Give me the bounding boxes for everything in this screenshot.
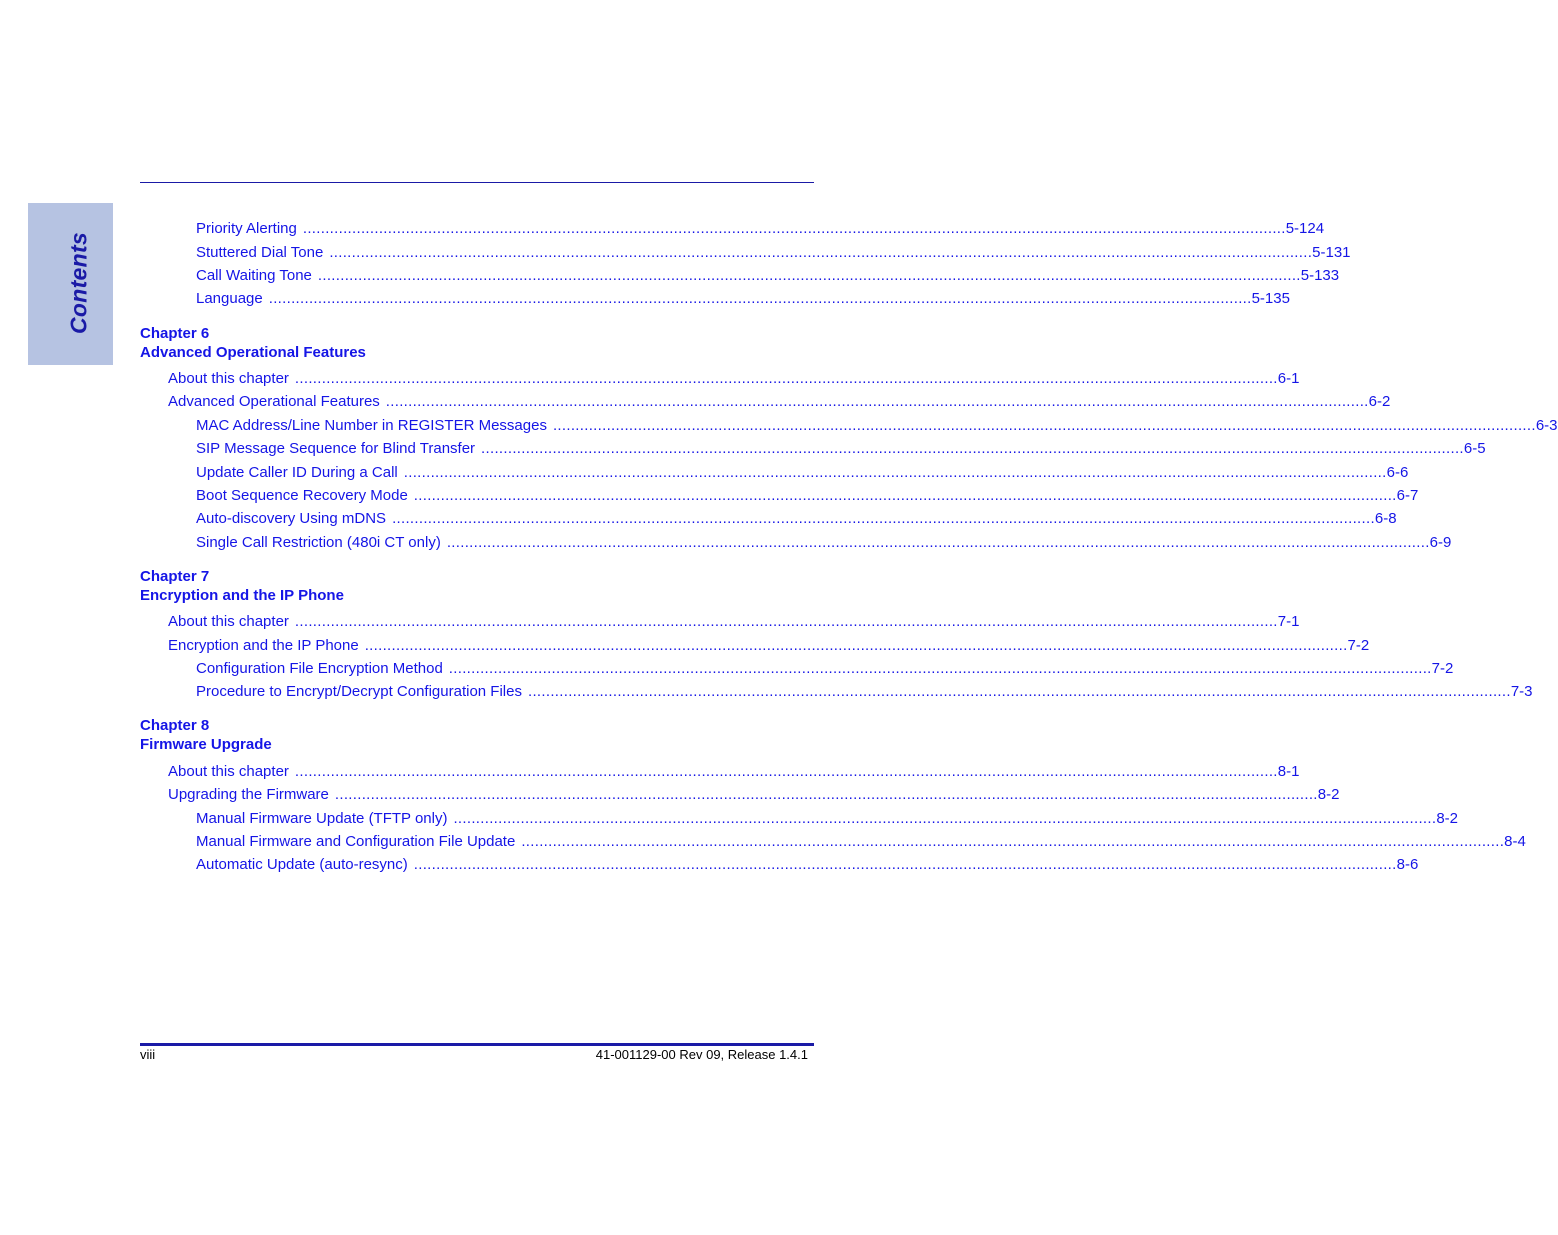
chapter-title[interactable]: Firmware Upgrade xyxy=(140,736,272,753)
toc-leader-dots: ............................................................................................................................................................................................................................ xyxy=(385,393,1369,410)
toc-leader-dots: ............................................................................................................................................................................................................................ xyxy=(448,660,1432,677)
toc-leader-dots: ............................................................................................................................................................................................................................ xyxy=(302,220,1286,237)
toc-entry-page: 6-2 xyxy=(1368,393,1391,410)
toc-entry[interactable] xyxy=(196,289,1290,309)
toc-entry[interactable] xyxy=(168,762,1300,782)
toc-leader-dots: ............................................................................................................................................................................................................................ xyxy=(527,683,1511,700)
toc-entry-title: Single Call Restriction (480i CT only) xyxy=(196,534,441,551)
toc-leader-dots: ............................................................................................................................................................................................................................ xyxy=(481,440,1464,457)
chapter-title[interactable]: Advanced Operational Features xyxy=(140,344,366,361)
toc-leader-dots: ............................................................................................................................................................................................................................ xyxy=(317,267,1301,284)
toc-leader-dots: ............................................................................................................................................................................................................................ xyxy=(294,763,1278,780)
toc-entry-title: Encryption and the IP Phone xyxy=(168,637,359,654)
toc-entry[interactable] xyxy=(196,243,1351,263)
toc-entry-page: 8-1 xyxy=(1277,763,1300,780)
toc-entry-title: About this chapter xyxy=(168,613,289,630)
toc-entry-page: 6-1 xyxy=(1277,370,1300,387)
toc-entry-title: About this chapter xyxy=(168,763,289,780)
toc-entry-title: Configuration File Encryption Method xyxy=(196,660,443,677)
toc-entry[interactable] xyxy=(196,832,1526,852)
toc-entry[interactable] xyxy=(168,636,1370,656)
toc-entry-page: 6-3 xyxy=(1535,417,1558,434)
toc-entry-page: 5-133 xyxy=(1300,267,1340,284)
toc-entry-title: Call Waiting Tone xyxy=(196,267,312,284)
footer-doc-id: 41-001129-00 Rev 09, Release 1.4.1 xyxy=(595,1047,808,1062)
toc-leader-dots: ............................................................................................................................................................................................................................ xyxy=(403,464,1387,481)
toc-entry-page: 6-5 xyxy=(1463,440,1486,457)
toc-entry[interactable] xyxy=(196,533,1452,553)
chapter-title[interactable]: Encryption and the IP Phone xyxy=(140,587,344,604)
side-tab-label: Contents xyxy=(65,231,92,335)
toc-leader-dots: ............................................................................................................................................................................................................................ xyxy=(364,637,1348,654)
toc-entry-page: 7-3 xyxy=(1510,683,1533,700)
toc-entry[interactable] xyxy=(196,486,1419,506)
toc-entry[interactable] xyxy=(196,659,1454,679)
header-rule xyxy=(140,182,814,183)
toc-entry-title: Language xyxy=(196,290,263,307)
toc-entry-title: Stuttered Dial Tone xyxy=(196,244,324,261)
toc-leader-dots: ............................................................................................................................................................................................................................ xyxy=(334,786,1318,803)
toc-entry-page: 8-4 xyxy=(1504,833,1526,850)
toc-leader-dots: ............................................................................................................................................................................................................................ xyxy=(453,810,1437,827)
toc-leader-dots: ............................................................................................................................................................................................................................ xyxy=(413,487,1397,504)
toc-entry-page: 5-135 xyxy=(1251,290,1290,307)
toc-entry-page: 6-8 xyxy=(1374,510,1397,527)
toc-entry-page: 7-2 xyxy=(1431,660,1454,677)
toc-entry[interactable] xyxy=(168,785,1340,805)
toc-entry-page: 6-9 xyxy=(1429,534,1452,551)
toc-entry[interactable] xyxy=(196,266,1340,286)
footer-page-number: viii xyxy=(140,1047,156,1062)
toc-leader-dots: ............................................................................................................................................................................................................................ xyxy=(413,856,1397,873)
toc-entry-page: 5-131 xyxy=(1312,244,1351,261)
toc-entry-page: 8-2 xyxy=(1436,810,1458,827)
toc-leader-dots: ............................................................................................................................................................................................................................ xyxy=(521,833,1505,850)
toc-entry-title: Update Caller ID During a Call xyxy=(196,464,398,481)
chapter-number[interactable]: Chapter 8 xyxy=(140,717,210,734)
toc-entry-title: About this chapter xyxy=(168,370,289,387)
toc-leader-dots: ............................................................................................................................................................................................................................ xyxy=(552,417,1536,434)
toc-entry[interactable] xyxy=(196,463,1409,483)
toc-entry[interactable] xyxy=(168,612,1300,632)
toc-entry-page: 7-1 xyxy=(1277,613,1300,630)
toc-entry-page: 6-6 xyxy=(1386,464,1409,481)
chapter-number[interactable]: Chapter 7 xyxy=(140,568,210,585)
toc-entry[interactable] xyxy=(196,219,1325,239)
toc-entry-title: Automatic Update (auto-resync) xyxy=(196,856,408,873)
toc-entry[interactable] xyxy=(196,682,1533,702)
toc-entry-page: 8-2 xyxy=(1317,786,1340,803)
toc-entry-page: 8-6 xyxy=(1396,856,1419,873)
toc-entry[interactable] xyxy=(196,439,1486,459)
toc-leader-dots: ............................................................................................................................................................................................................................ xyxy=(329,244,1313,261)
toc-entry-title: SIP Message Sequence for Blind Transfer xyxy=(196,440,476,457)
toc-leader-dots: ............................................................................................................................................................................................................................ xyxy=(294,370,1278,387)
toc-entry-page: 6-7 xyxy=(1396,487,1419,504)
toc-entry-title: Procedure to Encrypt/Decrypt Configuration Files xyxy=(196,683,522,700)
toc-entry-page: 7-2 xyxy=(1347,637,1370,654)
toc-entry[interactable] xyxy=(196,809,1458,829)
toc-leader-dots: ............................................................................................................................................................................................................................ xyxy=(446,534,1430,551)
toc-entry-page: 5-124 xyxy=(1285,220,1325,237)
toc-leader-dots: ............................................................................................................................................................................................................................ xyxy=(392,510,1375,527)
toc-entry-title: Boot Sequence Recovery Mode xyxy=(196,487,408,504)
toc-entry-title: Upgrading the Firmware xyxy=(168,786,329,803)
toc-entry-title: MAC Address/Line Number in REGISTER Messages xyxy=(196,417,547,434)
toc-entry[interactable] xyxy=(196,509,1397,529)
toc-leader-dots: ............................................................................................................................................................................................................................ xyxy=(268,290,1252,307)
toc-entry-title: Advanced Operational Features xyxy=(168,393,380,410)
toc-entry-title: Priority Alerting xyxy=(196,220,297,237)
toc-leader-dots: ............................................................................................................................................................................................................................ xyxy=(294,613,1278,630)
toc-entry-title: Manual Firmware Update (TFTP only) xyxy=(196,810,448,827)
toc-entry-title: Manual Firmware and Configuration File Update xyxy=(196,833,516,850)
toc-entry-title: Auto-discovery Using mDNS xyxy=(196,510,387,527)
footer-rule xyxy=(140,1043,814,1046)
toc-entry[interactable] xyxy=(196,416,1558,436)
toc-entry[interactable] xyxy=(196,855,1419,875)
toc-entry[interactable] xyxy=(168,392,1391,412)
chapter-number[interactable]: Chapter 6 xyxy=(140,325,210,342)
toc-entry[interactable] xyxy=(168,369,1300,389)
